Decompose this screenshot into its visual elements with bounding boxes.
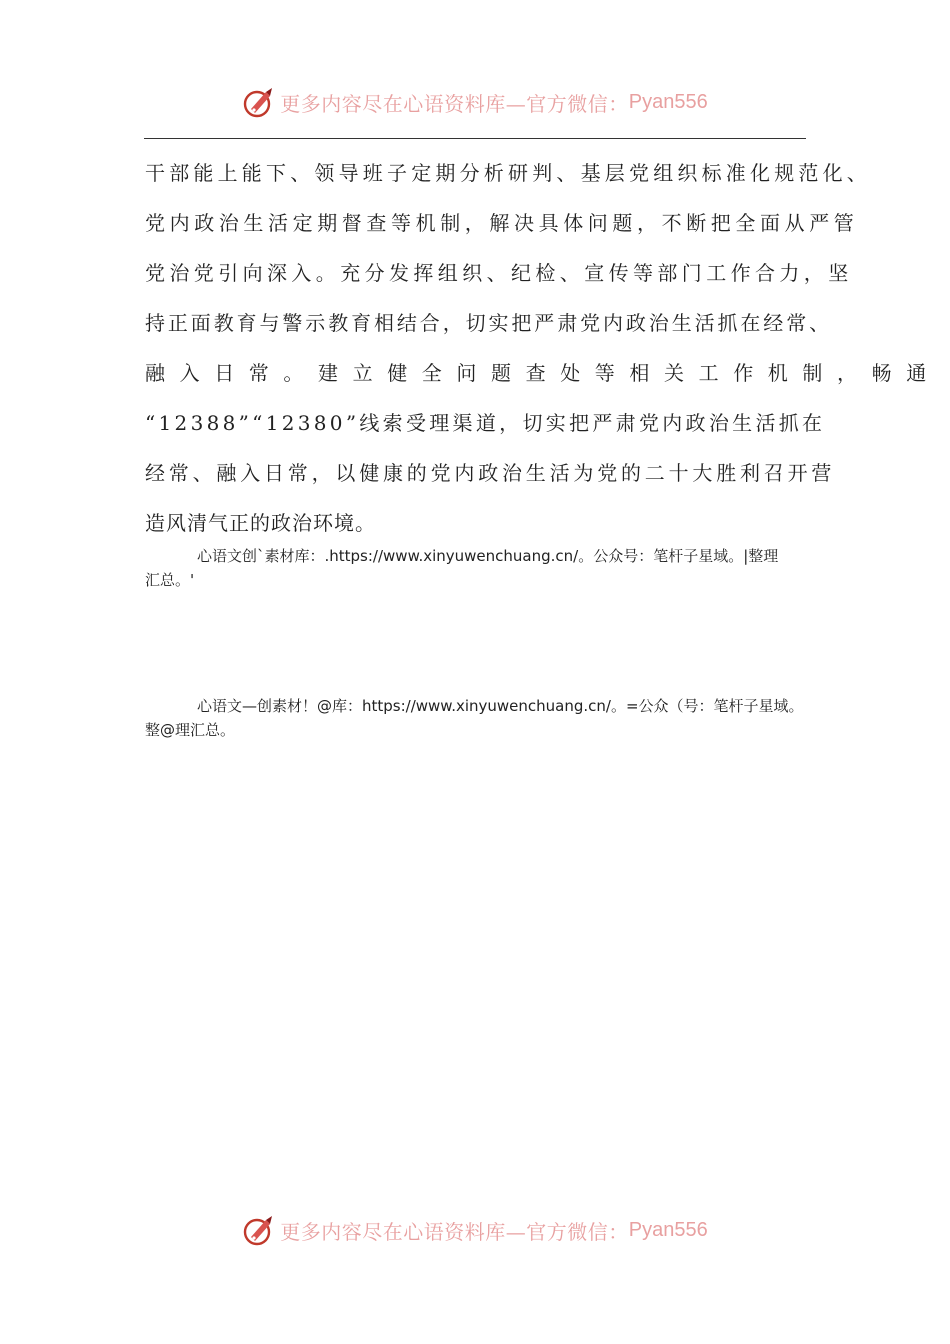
source-note-line: 整@理汇总。: [145, 721, 236, 739]
body-line: 融入日常。建立健全问题查处等相关工作机制，畅通: [145, 361, 941, 385]
source-note: [145, 694, 825, 742]
source-note-line: 汇总。': [145, 571, 195, 589]
body-line: 干部能上能下、领导班子定期分析研判、基层党组织标准化规范化、: [145, 161, 871, 185]
footer-wechat-id: Pyan556: [628, 1218, 708, 1241]
body-line: 持正面教育与警示教育相结合，切实把严肃党内政治生活抓在经常、: [145, 311, 832, 335]
header-wechat-id: Pyan556: [628, 90, 708, 113]
footer-banner-text: 更多内容尽在心语资料库—官方微信：: [280, 1219, 629, 1244]
body-line: “12388”“12380”线索受理渠道，切实把严肃党内政治生活抓在: [145, 411, 826, 435]
body-line: 党内政治生活定期督查等机制，解决具体问题，不断把全面从严管: [145, 211, 859, 235]
pen-nib-circle-icon: [242, 85, 276, 119]
body-paragraph: [145, 148, 941, 548]
source-note: [145, 544, 825, 592]
header-divider: [144, 138, 806, 139]
source-note-line: 心语文—创素材！@库：https://www.xinyuwenchuang.cn/。=公众（号：笔杆子星域。: [197, 697, 804, 715]
body-line: 造风清气正的政治环境。: [145, 511, 376, 535]
pen-nib-circle-icon: [242, 1213, 276, 1247]
header-banner: [0, 80, 950, 124]
footer-banner: [0, 1208, 950, 1252]
header-banner-text: 更多内容尽在心语资料库—官方微信：: [280, 91, 629, 116]
source-note-line: 心语文创`素材库：.https://www.xinyuwenchuang.cn/。公众号：笔杆子星域。|整理: [197, 547, 779, 565]
body-line: 党治党引向深入。充分发挥组织、纪检、宣传等部门工作合力，坚: [145, 261, 853, 285]
body-line: 经常、融入日常，以健康的党内政治生活为党的二十大胜利召开营: [145, 461, 836, 485]
